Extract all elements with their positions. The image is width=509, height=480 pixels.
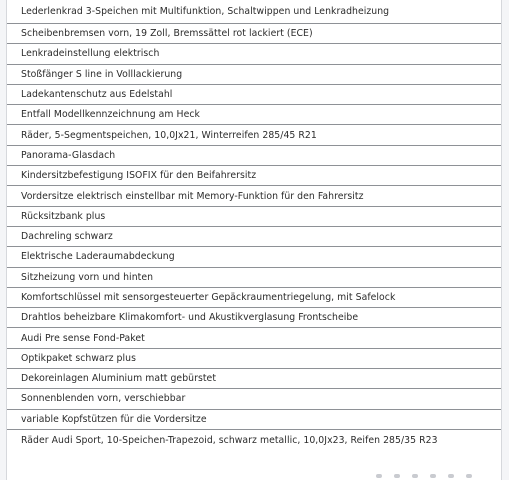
equipment-list <box>7 0 501 450</box>
equipment-item: Drahtlos beheizbare Klimakomfort- und Akustikverglasung Frontscheibe <box>7 308 501 328</box>
equipment-item: Optikpaket schwarz plus <box>7 349 501 369</box>
equipment-item: variable Kopfstützen für die Vordersitze <box>7 410 501 430</box>
carousel-dot[interactable] <box>448 474 454 478</box>
equipment-item: Lederlenkrad 3-Speichen mit Multifunktion, Schaltwippen und Lenkradheizung <box>7 0 501 24</box>
carousel-dot[interactable] <box>394 474 400 478</box>
equipment-item: Sonnenblenden vorn, verschiebbar <box>7 389 501 409</box>
carousel-dot[interactable] <box>412 474 418 478</box>
equipment-item: Kindersitzbefestigung ISOFIX für den Beifahrersitz <box>7 166 501 186</box>
equipment-item: Elektrische Laderaumabdeckung <box>7 247 501 267</box>
carousel-dot[interactable] <box>376 474 382 478</box>
equipment-item: Rücksitzbank plus <box>7 207 501 227</box>
equipment-item: Dachreling schwarz <box>7 227 501 247</box>
equipment-item: Räder, 5-Segmentspeichen, 10,0Jx21, Winterreifen 285/45 R21 <box>7 125 501 145</box>
equipment-item: Dekoreinlagen Aluminium matt gebürstet <box>7 369 501 389</box>
equipment-item: Lenkradeinstellung elektrisch <box>7 44 501 64</box>
equipment-item: Audi Pre sense Fond-Paket <box>7 328 501 348</box>
equipment-item: Ladekantenschutz aus Edelstahl <box>7 85 501 105</box>
carousel-indicator <box>0 468 509 480</box>
carousel-dot[interactable] <box>430 474 436 478</box>
equipment-item: Stoßfänger S line in Volllackierung <box>7 65 501 85</box>
equipment-item: Scheibenbremsen vorn, 19 Zoll, Bremssättel rot lackiert (ECE) <box>7 24 501 44</box>
equipment-item: Entfall Modellkennzeichnung am Heck <box>7 105 501 125</box>
equipment-item: Komfortschlüssel mit sensorgesteuerter Gepäckraumentriegelung, mit Safelock <box>7 288 501 308</box>
equipment-item: Sitzheizung vorn und hinten <box>7 268 501 288</box>
equipment-panel <box>6 0 502 480</box>
carousel-dot[interactable] <box>466 474 472 478</box>
equipment-item: Panorama-Glasdach <box>7 146 501 166</box>
equipment-item: Räder Audi Sport, 10-Speichen-Trapezoid, schwarz metallic, 10,0Jx23, Reifen 285/35 R23 <box>21 434 438 446</box>
equipment-item: Vordersitze elektrisch einstellbar mit Memory-Funktion für den Fahrersitz <box>7 186 501 206</box>
